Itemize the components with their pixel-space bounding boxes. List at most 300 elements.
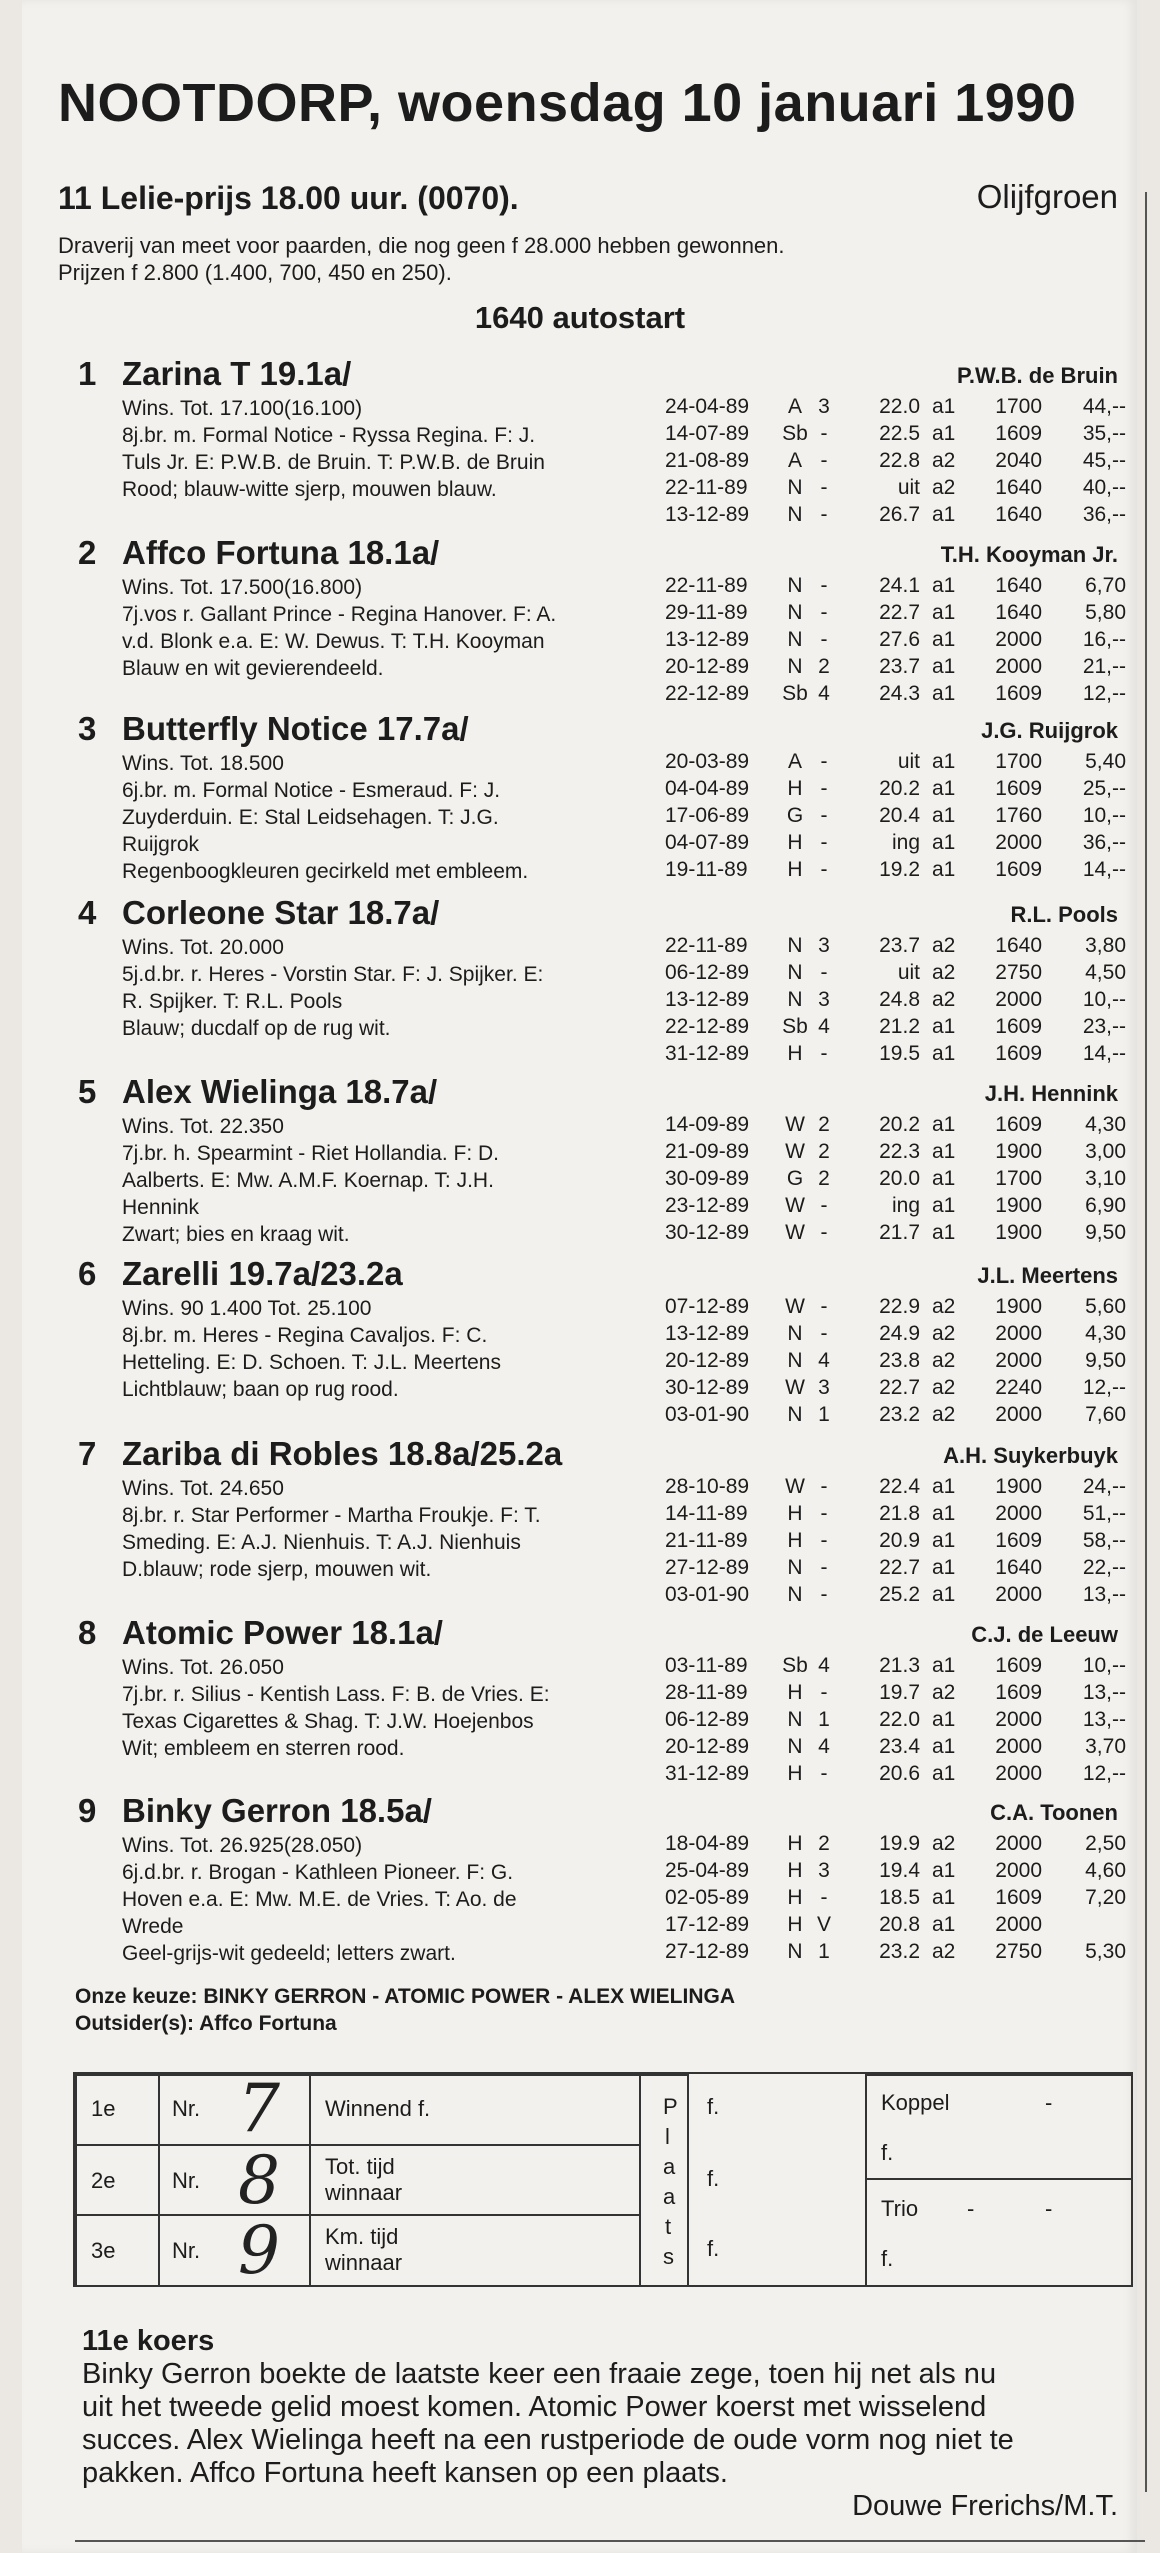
- handwritten-number: 8: [238, 2142, 280, 2219]
- result-time: 23.7: [879, 934, 920, 957]
- result-place: V: [816, 1913, 831, 1936]
- trio-dash: -: [1045, 2196, 1053, 2221]
- result-track: H: [787, 1832, 803, 1855]
- result-distance: 1609: [995, 1042, 1042, 1065]
- result-row: [660, 831, 1130, 858]
- result-track: N: [787, 574, 803, 597]
- result-start: a1: [932, 1735, 956, 1758]
- results-table: [660, 1295, 1130, 1430]
- race-description: [58, 232, 785, 286]
- result-place: 2: [818, 1832, 830, 1855]
- result-place: 2: [818, 1140, 830, 1163]
- result-date: 03-01-90: [665, 1403, 750, 1426]
- result-distance: 1900: [995, 1295, 1042, 1318]
- result-row: [660, 804, 1130, 831]
- result-prize: 10,--: [1082, 1654, 1126, 1677]
- horse-info-line: Blauw en wit gevierendeeld.: [122, 657, 384, 680]
- result-start: a1: [932, 1762, 956, 1785]
- result-start: a2: [932, 1681, 956, 1704]
- horse-number: 4: [78, 894, 97, 931]
- form-cell-nr[interactable]: [158, 2142, 311, 2219]
- result-start: a1: [932, 777, 956, 800]
- result-start: a1: [932, 1529, 956, 1552]
- result-place: -: [820, 601, 828, 624]
- result-time: 23.2: [879, 1940, 920, 1963]
- result-track: N: [787, 1403, 803, 1426]
- result-date: 31-12-89: [665, 1042, 750, 1065]
- result-date: 27-12-89: [665, 1556, 750, 1579]
- result-prize: 12,--: [1082, 1762, 1126, 1785]
- horse-info-line: Wins. Tot. 17.100(16.100): [122, 397, 363, 420]
- result-row: [660, 961, 1130, 988]
- result-start: a1: [932, 1556, 956, 1579]
- result-track: W: [785, 1140, 805, 1163]
- result-track: G: [786, 804, 804, 827]
- tips-section: [75, 1983, 735, 2037]
- form-cell-nr[interactable]: [158, 2214, 311, 2287]
- result-row: [660, 1376, 1130, 1403]
- result-time: 20.0: [879, 1167, 920, 1190]
- result-date: 30-12-89: [665, 1221, 750, 1244]
- result-start: a1: [932, 628, 956, 651]
- result-prize: 5,80: [1085, 601, 1126, 624]
- result-track: W: [785, 1295, 805, 1318]
- result-distance: 1700: [995, 1167, 1042, 1190]
- result-track: H: [787, 858, 803, 881]
- horse-number: 8: [78, 1614, 97, 1651]
- column-rule: [1145, 192, 1147, 2492]
- horse-name: Binky Gerron 18.5a/: [122, 1792, 432, 1829]
- result-place: 3: [818, 988, 830, 1011]
- result-track: N: [787, 1940, 803, 1963]
- result-prize: 4,50: [1085, 961, 1126, 984]
- horse-trainer: A.H. Suykerbuyk: [943, 1443, 1118, 1468]
- race-heading: 11 Lelie-prijs 18.00 uur. (0070).: [58, 180, 519, 216]
- result-track: W: [785, 1113, 805, 1136]
- result-place: -: [820, 858, 828, 881]
- horse-name: Affco Fortuna 18.1a/: [122, 534, 440, 571]
- result-date: 13-12-89: [665, 988, 750, 1011]
- result-distance: 2750: [995, 1940, 1042, 1963]
- result-track: H: [787, 1886, 803, 1909]
- horse-info-line: Wrede: [122, 1915, 184, 1938]
- results-table: [660, 1654, 1130, 1789]
- result-row: [660, 1913, 1130, 1940]
- result-distance: 2000: [995, 1322, 1042, 1345]
- result-place: -: [820, 804, 828, 827]
- horse-name: Alex Wielinga 18.7a/: [122, 1073, 438, 1110]
- horse-info-line: Wins. Tot. 20.000: [122, 936, 284, 959]
- form-nr-label: Nr.: [172, 2168, 201, 2193]
- result-prize: 22,--: [1082, 1556, 1126, 1579]
- horse-info-line: R. Spijker. T: R.L. Pools: [122, 990, 343, 1013]
- result-row: [660, 1832, 1130, 1859]
- horse-info-line: 7j.br. r. Silius - Kentish Lass. F: B. de Vries. E:: [122, 1683, 550, 1706]
- results-table: [660, 395, 1130, 530]
- horse-info-line: Ruijgrok: [122, 833, 200, 856]
- horse-info: [122, 1475, 541, 1583]
- result-prize: 4,30: [1085, 1113, 1126, 1136]
- result-track: N: [787, 655, 803, 678]
- result-place: -: [820, 476, 828, 499]
- plaats-letter: s: [663, 2244, 674, 2269]
- result-row: [660, 655, 1130, 682]
- result-row: [660, 934, 1130, 961]
- result-start: a1: [932, 1475, 956, 1498]
- result-date: 07-12-89: [665, 1295, 750, 1318]
- result-distance: 2040: [995, 449, 1042, 472]
- result-row: [660, 395, 1130, 422]
- horse-info: [122, 1113, 499, 1248]
- result-time: 22.7: [879, 1376, 920, 1399]
- form-cell-place: [75, 2074, 160, 2146]
- result-start: a1: [932, 655, 956, 678]
- result-date: 22-12-89: [665, 1015, 750, 1038]
- race-colour-label: Olijfgroen: [976, 178, 1118, 215]
- plaats-letter: l: [665, 2124, 670, 2149]
- result-distance: 1609: [995, 1529, 1042, 1552]
- horse-trainer: P.W.B. de Bruin: [957, 363, 1118, 388]
- result-time: 22.9: [879, 1295, 920, 1318]
- result-start: a2: [932, 449, 956, 472]
- result-time: 22.0: [879, 395, 920, 418]
- horse-info-line: 7j.vos r. Gallant Prince - Regina Hanover. F: A.: [122, 603, 557, 626]
- result-distance: 2000: [995, 1349, 1042, 1372]
- result-prize: 14,--: [1082, 1042, 1126, 1065]
- result-date: 22-12-89: [665, 682, 750, 705]
- result-place: -: [820, 422, 828, 445]
- plaats-f-label: f.: [707, 2094, 720, 2119]
- horse-info-line: Regenboogkleuren gecirkeld met embleem.: [122, 860, 529, 883]
- result-date: 13-12-89: [665, 628, 750, 651]
- commentary-line: succes. Alex Wielinga heeft na een rustperiode de oude vorm nog niet te: [82, 2424, 1014, 2456]
- horse-info-line: Wins. Tot. 26.050: [122, 1656, 284, 1679]
- result-row: [660, 1221, 1130, 1248]
- result-start: a2: [932, 1349, 956, 1372]
- result-row: [660, 1708, 1130, 1735]
- horse-number: 9: [78, 1792, 97, 1829]
- result-place: -: [820, 1762, 828, 1785]
- result-time: 25.2: [879, 1583, 920, 1606]
- result-start: a2: [932, 476, 956, 499]
- koppel-f-label: f.: [881, 2140, 894, 2165]
- plaats-letter: a: [663, 2154, 676, 2179]
- result-date: 20-12-89: [665, 655, 750, 678]
- result-start: a1: [932, 1502, 956, 1525]
- form-cell-place: [75, 2144, 160, 2216]
- result-row: [660, 858, 1130, 885]
- result-track: N: [787, 1322, 803, 1345]
- horse-info-line: Wins. 90 1.400 Tot. 25.100: [122, 1297, 372, 1320]
- result-place: 3: [818, 395, 830, 418]
- result-date: 25-04-89: [665, 1859, 750, 1882]
- prediction-form: [73, 2072, 1133, 2287]
- result-date: 06-12-89: [665, 961, 750, 984]
- result-row: [660, 1015, 1130, 1042]
- commentary-title: 11e koers: [82, 2325, 215, 2357]
- trio-f-label: f.: [881, 2246, 894, 2271]
- result-time: 20.2: [879, 777, 920, 800]
- horse-info: [122, 934, 543, 1042]
- result-prize: 21,--: [1082, 655, 1126, 678]
- horse-info-line: Zuyderduin. E: Stal Leidsehagen. T: J.G.: [122, 806, 499, 829]
- horse-name: Atomic Power 18.1a/: [122, 1614, 443, 1651]
- result-row: [660, 1762, 1130, 1789]
- result-start: a2: [932, 961, 956, 984]
- result-distance: 1640: [995, 503, 1042, 526]
- result-start: a2: [932, 1832, 956, 1855]
- author-signature: Douwe Frerichs/M.T.: [852, 2490, 1118, 2522]
- result-place: -: [820, 1194, 828, 1217]
- result-row: [660, 1167, 1130, 1194]
- result-date: 19-11-89: [665, 858, 748, 881]
- result-time: 22.0: [879, 1708, 920, 1731]
- result-row: [660, 1042, 1130, 1069]
- result-track: N: [787, 628, 803, 651]
- result-distance: 2000: [995, 1403, 1042, 1426]
- result-start: a2: [932, 1376, 956, 1399]
- horse-trainer: J.H. Hennink: [984, 1081, 1118, 1106]
- outsider-value: Affco Fortuna: [199, 2012, 337, 2035]
- result-start: a1: [932, 1859, 956, 1882]
- result-distance: 2000: [995, 1859, 1042, 1882]
- result-track: A: [787, 750, 802, 773]
- result-start: a1: [932, 1886, 956, 1909]
- result-place: 2: [818, 655, 830, 678]
- result-start: a1: [932, 831, 956, 854]
- result-row: [660, 1886, 1130, 1913]
- result-track: A: [787, 449, 802, 472]
- results-table: [660, 574, 1130, 709]
- result-date: 22-11-89: [665, 934, 748, 957]
- result-start: a1: [932, 422, 956, 445]
- page-title: NOOTDORP, woensdag 10 januari 1990: [58, 73, 1077, 133]
- form-cell-field[interactable]: [309, 2214, 641, 2287]
- result-start: a2: [932, 1403, 956, 1426]
- tips-value: BINKY GERRON - ATOMIC POWER - ALEX WIELINGA: [203, 1985, 736, 2008]
- result-row: [660, 1475, 1130, 1502]
- result-row: [660, 503, 1130, 530]
- result-distance: 1900: [995, 1140, 1042, 1163]
- result-row: [660, 1322, 1130, 1349]
- koppel-label: Koppel: [881, 2090, 950, 2115]
- result-track: H: [787, 1913, 803, 1936]
- result-prize: 7,60: [1085, 1403, 1126, 1426]
- result-place: 3: [818, 1859, 830, 1882]
- horse-info-line: 8j.br. r. Star Performer - Martha Froukje. F: T.: [122, 1504, 541, 1527]
- result-date: 14-09-89: [665, 1113, 750, 1136]
- form-place-label: 2e: [91, 2168, 116, 2193]
- result-time: 22.8: [879, 449, 920, 472]
- form-cell-place: [75, 2214, 160, 2287]
- horse-number: 7: [78, 1435, 97, 1472]
- result-date: 04-04-89: [665, 777, 750, 800]
- result-track: H: [787, 1762, 803, 1785]
- result-prize: 5,30: [1085, 1940, 1126, 1963]
- horse-info-line: Aalberts. E: Mw. A.M.F. Koernap. T: J.H.: [122, 1169, 494, 1192]
- koppel-dash: -: [1045, 2090, 1053, 2115]
- result-track: H: [787, 1681, 803, 1704]
- horse-info-line: 8j.br. m. Heres - Regina Cavaljos. F: C.: [122, 1324, 488, 1347]
- result-distance: 1640: [995, 574, 1042, 597]
- result-time: ing: [891, 1194, 920, 1217]
- horse-info-line: 5j.d.br. r. Heres - Vorstin Star. F: J. Spijker. E:: [122, 963, 544, 986]
- result-date: 21-09-89: [665, 1140, 750, 1163]
- horse-number: 1: [78, 355, 97, 392]
- result-start: a2: [932, 934, 956, 957]
- result-start: a1: [932, 1221, 956, 1244]
- result-distance: 2240: [995, 1376, 1042, 1399]
- horse-info-line: D.blauw; rode sjerp, mouwen wit.: [122, 1558, 432, 1581]
- result-start: a1: [932, 1708, 956, 1731]
- horse-info: [122, 750, 528, 885]
- result-distance: 1609: [995, 1654, 1042, 1677]
- result-prize: 5,60: [1085, 1295, 1126, 1318]
- commentary-line: Binky Gerron boekte de laatste keer een fraaie zege, toen hij net als nu: [82, 2358, 997, 2390]
- commentary-line: uit het tweede gelid moest komen. Atomic Power koerst met wisselend: [82, 2391, 987, 2423]
- result-date: 23-12-89: [665, 1194, 750, 1217]
- result-track: N: [787, 503, 803, 526]
- result-distance: 2000: [995, 1832, 1042, 1855]
- plaats-letter: t: [665, 2214, 672, 2239]
- form-place-label: 1e: [91, 2096, 116, 2121]
- results-table: [660, 750, 1130, 885]
- result-prize: 12,--: [1082, 1376, 1126, 1399]
- result-start: a1: [932, 858, 956, 881]
- horse-info-line: Texas Cigarettes & Shag. T: J.W. Hoejenbos: [122, 1710, 534, 1733]
- result-prize: 5,40: [1085, 750, 1126, 773]
- result-date: 20-12-89: [665, 1349, 750, 1372]
- result-date: 22-11-89: [665, 574, 748, 597]
- result-prize: 58,--: [1082, 1529, 1126, 1552]
- horse-number: 3: [78, 710, 97, 747]
- horse-info-line: Wins. Tot. 26.925(28.050): [122, 1834, 363, 1857]
- result-row: [660, 1194, 1130, 1221]
- result-place: 4: [818, 682, 830, 705]
- form-field-label: Tot. tijd: [325, 2154, 395, 2179]
- result-prize: 25,--: [1082, 777, 1126, 800]
- form-koppel-cell[interactable]: [865, 2074, 1133, 2180]
- result-start: a2: [932, 1940, 956, 1963]
- result-distance: 1609: [995, 1015, 1042, 1038]
- result-place: -: [820, 628, 828, 651]
- result-distance: 2000: [995, 1762, 1042, 1785]
- result-distance: 1640: [995, 476, 1042, 499]
- result-place: -: [820, 1221, 828, 1244]
- result-place: 4: [818, 1735, 830, 1758]
- result-start: a2: [932, 1295, 956, 1318]
- form-cell-nr[interactable]: [158, 2070, 311, 2147]
- form-nr-label: Nr.: [172, 2096, 201, 2121]
- result-place: -: [820, 1502, 828, 1525]
- horse-info-line: 7j.br. h. Spearmint - Riet Hollandia. F: D.: [122, 1142, 499, 1165]
- result-prize: 4,30: [1085, 1322, 1126, 1345]
- result-time: 20.6: [879, 1762, 920, 1785]
- race-description-line: Prijzen f 2.800 (1.400, 700, 450 en 250).: [58, 260, 452, 285]
- result-row: [660, 628, 1130, 655]
- plaats-letter: P: [663, 2094, 678, 2119]
- result-distance: 1900: [995, 1221, 1042, 1244]
- result-prize: 13,--: [1082, 1681, 1126, 1704]
- result-prize: 3,70: [1085, 1735, 1126, 1758]
- race-start-type: 1640 autostart: [474, 300, 686, 335]
- result-distance: 2000: [995, 831, 1042, 854]
- result-prize: 36,--: [1082, 831, 1126, 854]
- result-track: Sb: [782, 682, 808, 705]
- result-time: ing: [891, 831, 920, 854]
- result-place: -: [820, 750, 828, 773]
- horse-number: 5: [78, 1073, 97, 1110]
- horse-info-line: Hetteling. E: D. Schoen. T: J.L. Meertens: [122, 1351, 501, 1374]
- result-place: 1: [818, 1403, 830, 1426]
- result-start: a1: [932, 395, 956, 418]
- form-cell-field[interactable]: [309, 2144, 641, 2216]
- form-trio-cell[interactable]: [865, 2178, 1133, 2287]
- result-time: 23.8: [879, 1349, 920, 1372]
- result-distance: 1900: [995, 1475, 1042, 1498]
- form-cell-field[interactable]: [309, 2074, 641, 2146]
- result-place: 1: [818, 1708, 830, 1731]
- commentary-line: pakken. Affco Fortuna heeft kansen op een plaats.: [82, 2457, 728, 2489]
- result-time: 21.7: [879, 1221, 920, 1244]
- result-start: a1: [932, 1015, 956, 1038]
- result-time: uit: [897, 750, 920, 773]
- result-prize: 3,80: [1085, 934, 1126, 957]
- form-field-label: Km. tijd: [325, 2224, 399, 2249]
- result-start: a1: [932, 1140, 956, 1163]
- form-nr-label: Nr.: [172, 2238, 201, 2263]
- result-time: 22.7: [879, 601, 920, 624]
- result-prize: 4,60: [1085, 1859, 1126, 1882]
- result-prize: 45,--: [1082, 449, 1126, 472]
- result-place: 3: [818, 1376, 830, 1399]
- result-place: -: [820, 574, 828, 597]
- result-prize: 51,--: [1082, 1502, 1126, 1525]
- results-table: [660, 1113, 1130, 1248]
- result-time: 21.8: [879, 1502, 920, 1525]
- result-track: H: [787, 1502, 803, 1525]
- result-start: a1: [932, 1113, 956, 1136]
- result-prize: 40,--: [1082, 476, 1126, 499]
- result-row: [660, 1349, 1130, 1376]
- result-distance: 1700: [995, 750, 1042, 773]
- result-distance: 1609: [995, 1681, 1042, 1704]
- bottom-rule: [75, 2540, 1145, 2542]
- horse-info: [122, 1295, 501, 1403]
- result-time: 26.7: [879, 503, 920, 526]
- horse-name: Butterfly Notice 17.7a/: [122, 710, 469, 747]
- result-distance: 2000: [995, 1583, 1042, 1606]
- result-place: -: [820, 1886, 828, 1909]
- result-row: [660, 1583, 1130, 1610]
- result-prize: 13,--: [1082, 1583, 1126, 1606]
- result-prize: 35,--: [1082, 422, 1126, 445]
- result-time: 20.4: [879, 804, 920, 827]
- result-row: [660, 422, 1130, 449]
- result-start: a1: [932, 1042, 956, 1065]
- result-prize: 14,--: [1082, 858, 1126, 881]
- result-date: 24-04-89: [665, 395, 750, 418]
- result-date: 06-12-89: [665, 1708, 750, 1731]
- result-prize: 6,90: [1085, 1194, 1126, 1217]
- result-track: N: [787, 601, 803, 624]
- result-time: 19.9: [879, 1832, 920, 1855]
- horse-info-line: Wins. Tot. 17.500(16.800): [122, 576, 363, 599]
- horse-info-line: Wit; embleem en sterren rood.: [122, 1737, 405, 1760]
- outsider-line: [75, 2010, 735, 2037]
- plaats-f-label: f.: [707, 2236, 720, 2261]
- result-date: 20-12-89: [665, 1735, 750, 1758]
